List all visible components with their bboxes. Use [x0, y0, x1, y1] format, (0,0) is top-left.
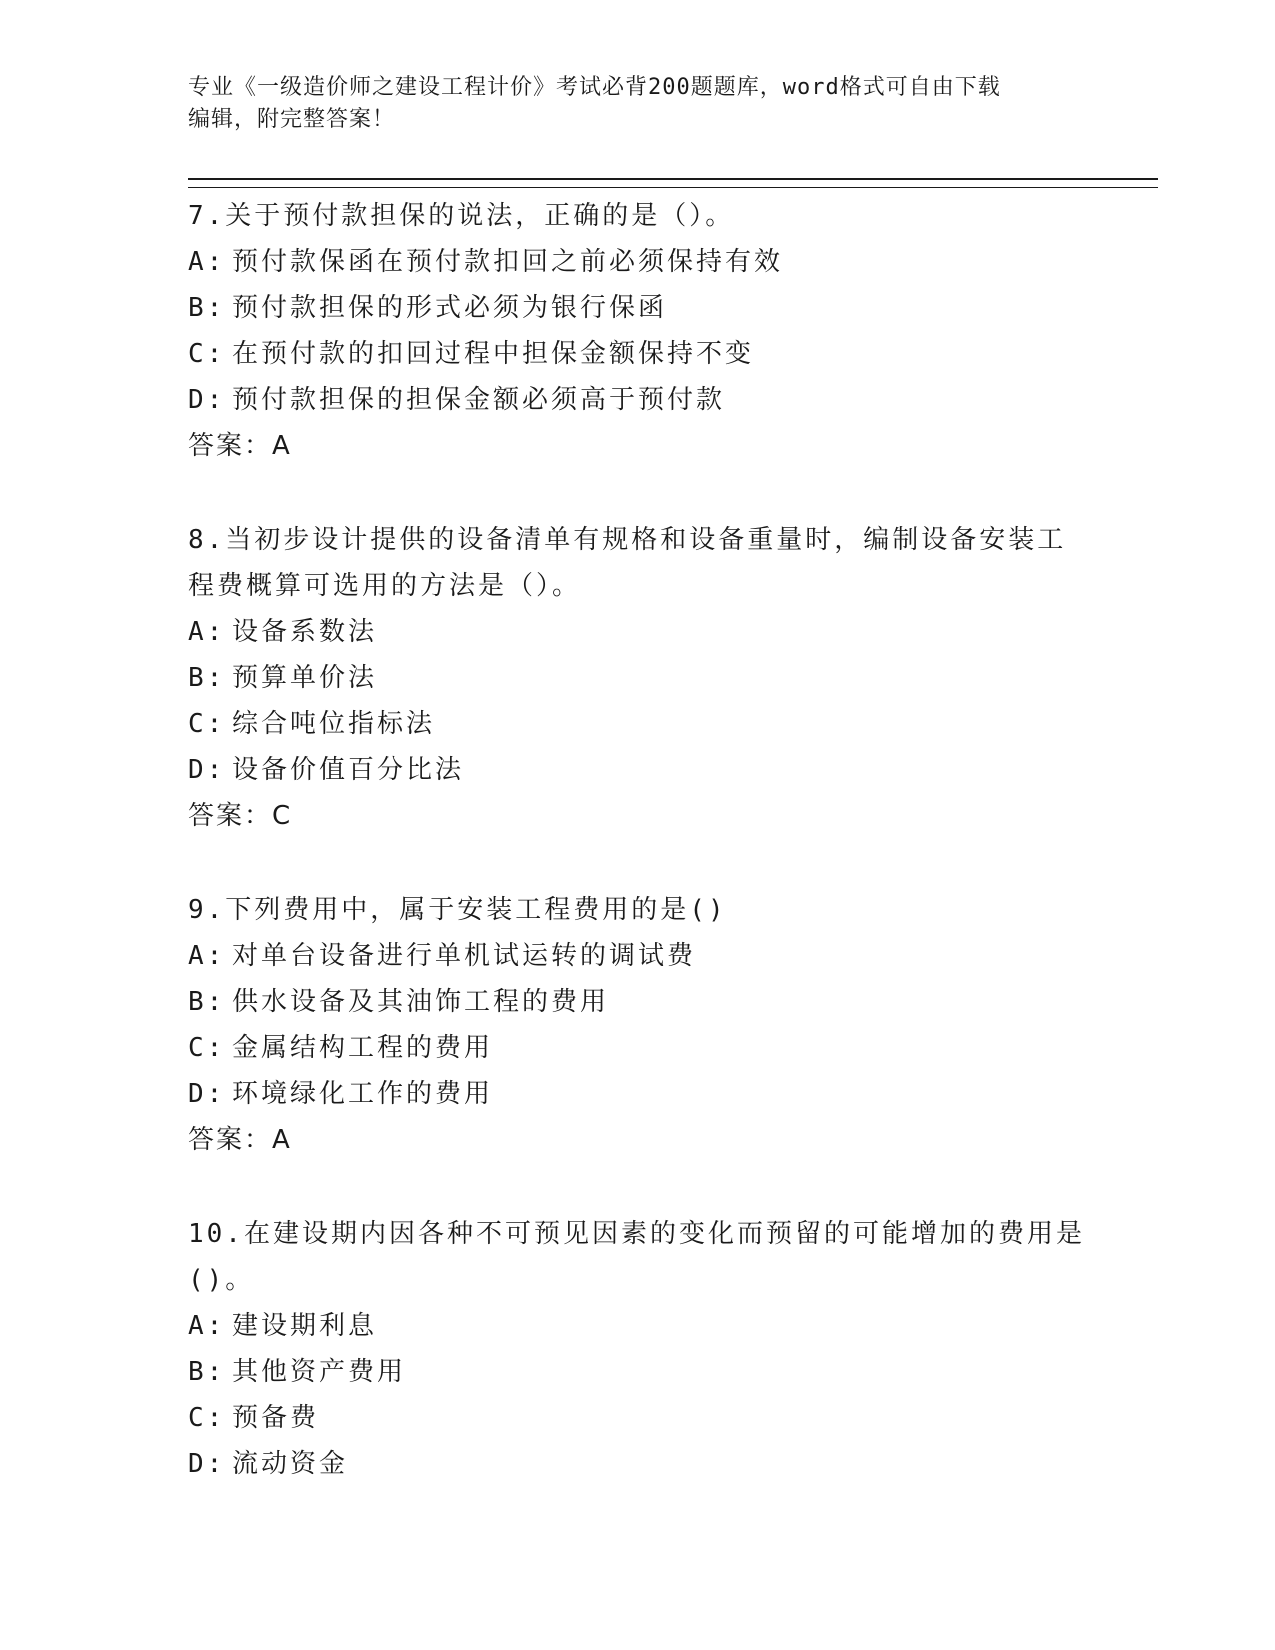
option-text: 设备价值百分比法	[232, 755, 465, 785]
option-text: 建设期利息	[232, 1311, 378, 1341]
answer-line: 答案：A	[188, 431, 292, 461]
option-text: 对单台设备进行单机试运转的调试费	[232, 941, 697, 971]
option-text: 其他资产费用	[232, 1357, 407, 1387]
option-text: 综合吨位指标法	[232, 709, 436, 739]
option-d	[188, 747, 1088, 793]
option-text: 供水设备及其油饰工程的费用	[232, 987, 610, 1017]
option-list	[188, 239, 1088, 423]
option-key: C:	[188, 1033, 226, 1063]
option-key: A:	[188, 247, 226, 277]
option-a	[188, 239, 1088, 285]
option-text: 预付款担保的担保金额必须高于预付款	[232, 385, 726, 415]
answer-line: 答案：C	[188, 801, 293, 831]
option-d	[188, 1441, 1088, 1487]
option-key: D:	[188, 755, 226, 785]
header-line-1: 专业《一级造价师之建设工程计价》考试必背200题题库，word格式可自由下载	[188, 75, 1001, 100]
option-key: D:	[188, 385, 226, 415]
option-c	[188, 1025, 1088, 1071]
option-b	[188, 655, 1088, 701]
option-text: 设备系数法	[232, 617, 378, 647]
option-c	[188, 1395, 1088, 1441]
question-stem: 7.关于预付款担保的说法，正确的是（）。	[188, 201, 735, 231]
option-text: 在预付款的扣回过程中担保金额保持不变	[232, 339, 755, 369]
option-text: 金属结构工程的费用	[232, 1033, 494, 1063]
answer-line: 答案：A	[188, 1125, 292, 1155]
option-key: A:	[188, 941, 226, 971]
option-key: D:	[188, 1449, 226, 1479]
option-b	[188, 1349, 1088, 1395]
option-list	[188, 1303, 1088, 1487]
header-divider	[188, 178, 1158, 188]
option-text: 预付款担保的形式必须为银行保函	[232, 293, 668, 323]
option-d	[188, 377, 1088, 423]
question-7	[188, 193, 1088, 469]
question-9	[188, 887, 1088, 1163]
option-key: C:	[188, 1403, 226, 1433]
option-key: B:	[188, 987, 226, 1017]
question-8	[188, 517, 1088, 839]
option-b	[188, 285, 1088, 331]
option-key: A:	[188, 1311, 226, 1341]
option-c	[188, 331, 1088, 377]
option-list	[188, 933, 1088, 1117]
question-stem: 10.在建设期内因各种不可预见因素的变化而预留的可能增加的费用是()。	[188, 1219, 1085, 1295]
header-line-2: 编辑，附完整答案！	[188, 107, 396, 132]
option-list	[188, 609, 1088, 793]
question-stem: 8.当初步设计提供的设备清单有规格和设备重量时，编制设备安装工程费概算可选用的方法是（）。	[188, 525, 1067, 601]
question-list	[188, 193, 1088, 1535]
option-b	[188, 979, 1088, 1025]
question-10	[188, 1211, 1088, 1487]
option-text: 预备费	[232, 1403, 320, 1433]
document-header	[188, 72, 1088, 136]
option-text: 环境绿化工作的费用	[232, 1079, 494, 1109]
option-key: B:	[188, 1357, 226, 1387]
question-stem: 9.下列费用中，属于安装工程费用的是()	[188, 895, 727, 925]
option-key: B:	[188, 293, 226, 323]
option-key: C:	[188, 339, 226, 369]
option-text: 预付款保函在预付款扣回之前必须保持有效	[232, 247, 784, 277]
option-text: 流动资金	[232, 1449, 349, 1479]
option-key: D:	[188, 1079, 226, 1109]
option-a	[188, 609, 1088, 655]
option-c	[188, 701, 1088, 747]
option-key: C:	[188, 709, 226, 739]
option-a	[188, 1303, 1088, 1349]
option-key: A:	[188, 617, 226, 647]
option-key: B:	[188, 663, 226, 693]
option-d	[188, 1071, 1088, 1117]
option-text: 预算单价法	[232, 663, 378, 693]
option-a	[188, 933, 1088, 979]
